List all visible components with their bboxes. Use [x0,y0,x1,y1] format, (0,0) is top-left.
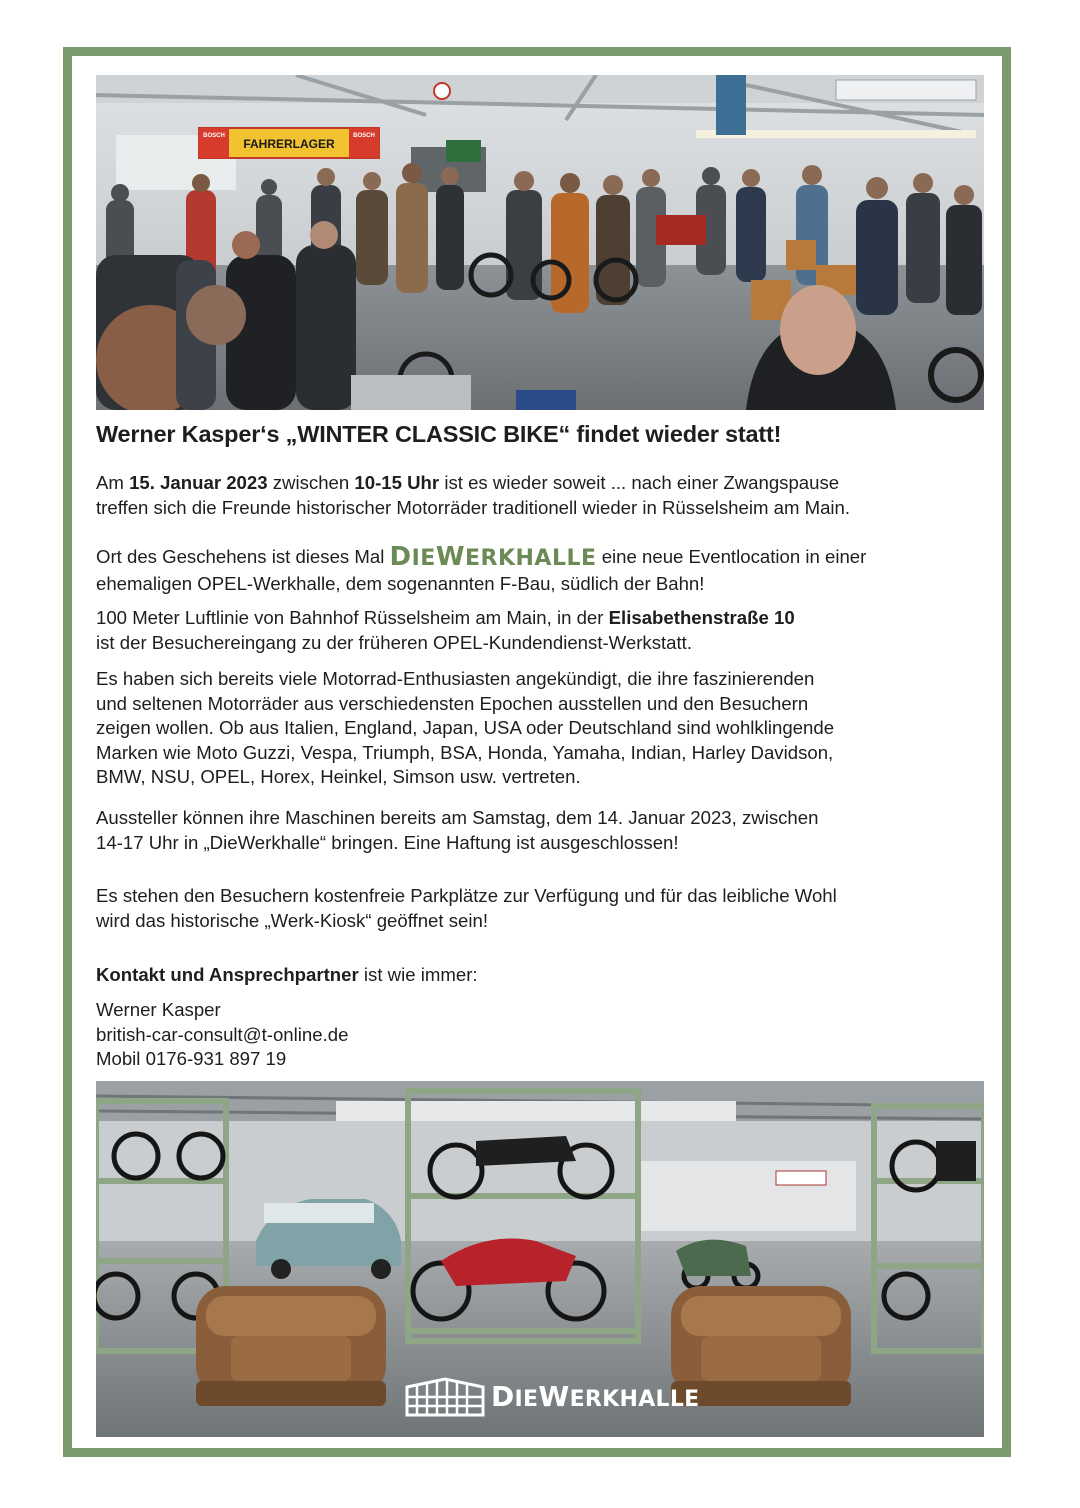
contact-block [96,998,996,1072]
contact-heading: Kontakt und Ansprechpartner ist wie immer: [96,964,478,985]
paragraph-brands: Es haben sich bereits viele Motorrad-Enthusiasten angekündigt, die ihre faszinierenden und seltenen Motorräder aus verschiedensten Epochen ausstellen und den Besuchern zeigen wollen. Ob aus Italien, England, Japan, USA oder Deutschland sind wohlklingende Marken wie Moto Guzzi, Vespa, Triumph, BSA, Honda, Yamaha, Indian, Harley Davidson, BMW, NSU, OPEL, Horex, Heinkel, Simson usw. vertreten. [96,668,835,787]
banner-bosch-right: BOSCH [353,133,375,139]
diewerkhalle-logo-inline: DIEWERKHALLE [389,542,597,572]
banner-text: FAHRERLAGER [243,137,335,151]
paragraph-location: Ort des Geschehens ist dieses Mal DIEWERKHALLE eine neue Eventlocation in einer ehemaligen OPEL-Werkhalle, dem sogenannten F-Bau, südlich der Bahn! [96,542,867,594]
green-scooter [676,1240,751,1276]
fahrerlager-banner [199,128,379,158]
event-date: 15. Januar 2023 [129,472,268,493]
building-grid-icon [405,1375,485,1417]
chesterfield-armchair-left [196,1286,386,1406]
street-address: Elisabethenstraße 10 [608,607,795,628]
contact-name: Werner Kasper [96,999,221,1020]
event-time: 10-15 Uhr [354,472,440,493]
event-crowd-photo [96,75,984,410]
paragraph-parking: Es stehen den Besuchern kostenfreie Parkplätze zur Verfügung und für das leibliche Wohl wird das historische „Werk-Kiosk“ geöffnet sein! [96,885,837,931]
red-motorbike [656,215,706,245]
green-sign [446,140,481,162]
diewerkhalle-logo: DIEWERKHALLE [405,1375,699,1417]
banner-bosch-left: BOSCH [203,133,225,139]
paragraph-address: 100 Meter Luftlinie von Bahnhof Rüsselsheim am Main, in der Elisabethenstraße 10 ist der Besuchereingang zu der früheren OPEL-Kundendienst-Werkstatt. [96,607,795,653]
paragraph-date: Am 15. Januar 2023 zwischen 10-15 Uhr ist es wieder soweit ... nach einer Zwangspause treffen sich die Freunde historischer Motorräder traditionell wieder in Rüsselsheim am Main. [96,472,851,518]
prohibition-sign [434,83,450,99]
paragraph-exhibitors: Aussteller können ihre Maschinen bereits am Samstag, dem 14. Januar 2023, zwischen 14-17 Uhr in „DieWerkhalle“ bringen. Eine Haftung ist ausgeschlossen! [96,807,819,853]
contact-email[interactable]: british-car-consult@t-online.de [96,1023,349,1045]
headline: Werner Kasper‘s „WINTER CLASSIC BIKE“ findet wieder statt! [96,421,782,447]
contact-phone: Mobil 0176-931 897 19 [96,1048,287,1069]
